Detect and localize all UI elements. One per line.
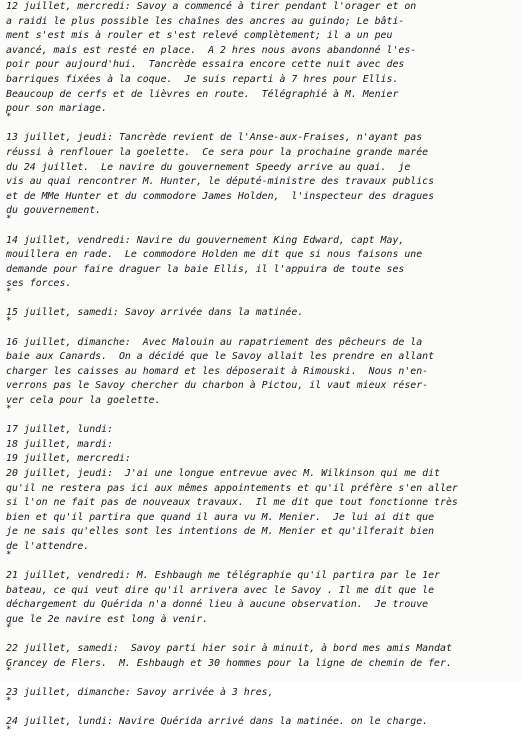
journal-entry (6, 642, 516, 686)
entry-line: qu'il ne restera pas ici aux mêmes appointements et qu'il préfère s'en aller (6, 482, 458, 494)
entry-line: si l'on ne fait pas de nouveaux travaux. Il me dit que tout fonctionne très (6, 497, 458, 509)
separator-asterisk: * (6, 316, 12, 327)
entry-line: du gouvernement. (6, 205, 102, 217)
entry-line: demande pour faire draguer la baie Ellis, il l'appuira de toute ses (6, 263, 405, 275)
entry-separator (6, 549, 516, 570)
entry-line: et de MMe Hunter et du commodore James Holden, l'inspecteur des dragues (6, 190, 435, 202)
entry-line: 23 juillet, dimanche: Savoy arrivée à 3 hres, (6, 686, 274, 698)
separator-asterisk: * (6, 549, 12, 560)
entry-line: vis au quai rencontrer M. Hunter, le député-ministre des travaux publics (6, 176, 435, 188)
journal-entry (6, 715, 516, 744)
entry-line: 21 juillet, vendredi: M. Eshbaugh me télégraphie qu'il partira par le 1er (6, 570, 441, 582)
entry-line: 13 juillet, jeudi: Tancrède revient de l'Anse-aux-Fraises, n'ayant pas (6, 132, 423, 144)
entry-separator (6, 111, 516, 132)
entry-line: ver cela pour la goelette. (6, 395, 161, 407)
entry-line: bien et qu'il partira que quand il aura vu M. Menier. Je lui ai dit que (6, 511, 435, 523)
separator-asterisk: * (6, 695, 12, 706)
entry-line: 20 juillet, jeudi: J'ai une longue entrevue avec M. Wilkinson qui me dit (6, 468, 441, 479)
entry-line: déchargement du Quérida n'a donné lieu à aucune observation. Je trouve (6, 599, 429, 611)
entry-line: Grancey de Flers. M. Eshbaugh et 30 hommes pour la ligne de chemin de fer. (6, 657, 452, 669)
journal-entry (6, 423, 516, 569)
entry-line: avancé, mais est resté en place. A 2 hres nous avons abandonné l'es- (6, 44, 417, 56)
entry-line: mouillera en rade. Le commodore Holden me dit que si nous faisons une (6, 249, 423, 261)
entry-line: bateau, ce qui veut dire qu'il arrivera avec le Savoy . Il me dit que le (6, 584, 435, 596)
entry-line: 17 juillet, lundi: (6, 424, 114, 436)
entry-line: pour son mariage. (6, 103, 108, 115)
entry-separator (6, 666, 516, 686)
entry-line: verrons pas le Savoy chercher du charbon à Pictou, il vaut mieux réser- (6, 380, 429, 392)
entry-line: a raidi le plus possible les chaînes des ancres au guindo; Le bâti- (6, 15, 405, 27)
typed-journal-text (6, 0, 516, 744)
entry-line: 22 juillet, samedi: Savoy parti hier soir à minuit, à bord mes amis Mandat (6, 643, 452, 655)
entry-separator (6, 213, 516, 234)
journal-entry (6, 234, 516, 307)
journal-entry (6, 686, 516, 715)
journal-entry (6, 306, 516, 335)
separator-asterisk: * (6, 403, 12, 414)
entry-line: 15 juillet, samedi: Savoy arrivée dans la matinée. (6, 307, 304, 319)
entry-separator (6, 724, 516, 744)
separator-asterisk: * (6, 666, 12, 677)
entry-separator (6, 403, 516, 424)
journal-entry (6, 131, 516, 233)
entry-line: je ne sais qu'elles sont les intentions de M. Menier et qu'ilferait bien (6, 526, 435, 538)
entry-line: 12 juillet, mercredi: Savoy a commencé à tirer pendant l'orager et on (6, 1, 417, 12)
entry-line: que le 2e navire est long à venir. (6, 613, 209, 625)
entry-separator (6, 695, 516, 716)
separator-asterisk: * (6, 286, 12, 297)
entry-line: 16 juillet, dimanche: Avec Malouin au rapatriement des pêcheurs de la (6, 336, 423, 348)
separator-asterisk: * (6, 111, 12, 122)
entry-line: barriques fixées à la coque. Je suis reparti à 7 hres pour Ellis. (6, 73, 399, 85)
entry-separator (6, 286, 516, 307)
entry-line: ses forces. (6, 278, 72, 290)
entry-line: ment s'est mis à rouler et s'est relevé complètement; il a un peu (6, 30, 393, 42)
entry-separator (6, 316, 516, 336)
entry-line: charger les caisses au homard et les déposerait à Rimouski. Nous n'en- (6, 365, 429, 377)
journal-entry (6, 0, 516, 131)
journal-entry (6, 336, 516, 424)
entry-line: poir pour aujourd'hui. Tancrède essaira encore cette nuit avec des (6, 59, 405, 71)
entry-line: du 24 juillet. Le navire du gouvernement Speedy arrive au quai. je (6, 161, 411, 173)
entry-line: 24 juillet, lundi: Navire Quérida arrivé dans la matinée. on le charge. (6, 716, 429, 728)
separator-asterisk: * (6, 622, 12, 633)
separator-asterisk: * (6, 724, 12, 735)
entry-line: 19 juillet, mercredi: (6, 453, 131, 465)
entry-line: Beaucoup de cerfs et de lièvres en route. Télégraphié à M. Menier (6, 88, 399, 100)
journal-entry (6, 569, 516, 642)
entry-line: baie aux Canards. On a décidé que le Savoy allait les prendre en allant (6, 351, 435, 363)
entry-line: de l'attendre. (6, 540, 90, 552)
entry-line: 18 juillet, mardi: (6, 438, 114, 450)
entry-line: réussi à renflouer la goelette. Ce sera pour la prochaine grande marée (6, 146, 429, 158)
entry-line: 14 juillet, vendredi: Navire du gouvernement King Edward, capt May, (6, 234, 405, 246)
entry-separator (6, 622, 516, 643)
separator-asterisk: * (6, 213, 12, 224)
